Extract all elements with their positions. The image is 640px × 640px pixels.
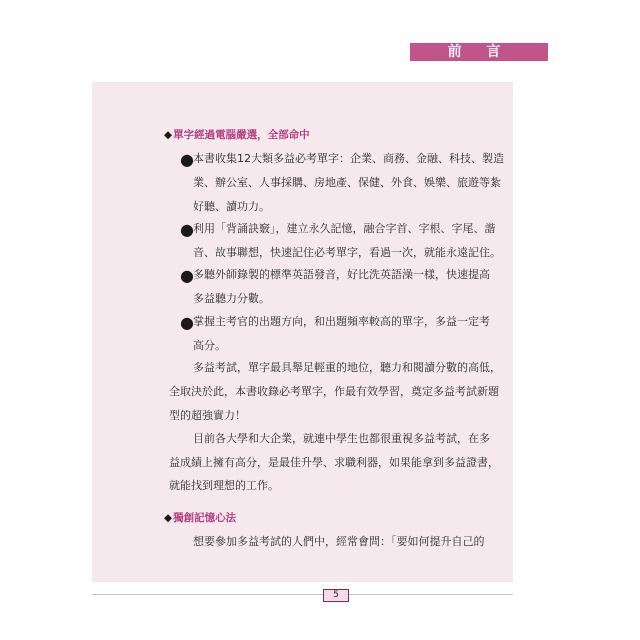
bullet-2-line-2: 音、故事聯想，快速記住必考單字，看過一次，就能永遠記住。: [193, 246, 501, 259]
paragraph-2-line-1: 目前各大學和大企業，就連中學生也都很重視多益考試，在多: [193, 432, 490, 445]
paragraph-1-line-3: 型的超強實力！: [169, 409, 246, 422]
section-heading-2: [164, 510, 236, 525]
footer-rule-left: [92, 594, 323, 595]
chapter-title-tab: 前 言: [410, 43, 548, 61]
paragraph-2-line-2: 益成績上擁有高分，是最佳升學、求職利器，如果能拿到多益證書，: [169, 456, 499, 469]
bullet-4-line-1: 掌握主考官的出題方向，和出題頻率較高的單字，多益一定考: [193, 315, 490, 328]
paragraph-1-line-1: 多益考試，單字最具舉足輕重的地位，聽力和閱讀分數的高低，: [193, 361, 501, 374]
bullet-icon: ●: [180, 313, 194, 332]
bullet-icon: ●: [180, 266, 194, 285]
paragraph-2-line-3: 就能找到理想的工作。: [169, 479, 279, 492]
bullet-2-line-1: 利用「背誦訣竅」，建立永久記憶，融合字首、字根、字尾、諧: [193, 222, 496, 235]
section-heading-1: [164, 127, 310, 142]
page-number: 5: [323, 589, 349, 602]
bullet-3-line-2: 多益聽力分數。: [193, 292, 270, 305]
paragraph-1-line-2: 全取決於此，本書收錄必考單字，作最有效學習，奠定多益考試新題: [169, 385, 499, 398]
bullet-1-line-1: 本書收集12大類多益必考單字：企業、商務、金融、科技、製造: [193, 152, 504, 165]
bullet-4-line-2: 高分。: [193, 339, 226, 352]
diamond-icon: ◆: [164, 512, 173, 524]
section-heading-2-text: 獨創記憶心法: [173, 512, 237, 524]
bullet-icon: ●: [180, 150, 194, 169]
bullet-icon: ●: [180, 220, 194, 239]
bullet-3-line-1: 多聽外師錄製的標準英語發音，好比洗英語澡一樣，快速提高: [193, 268, 490, 281]
section-2-paragraph-line-1: 想要參加多益考試的人們中，經常會問：「要如何提升自己的: [193, 535, 485, 548]
section-heading-1-text: 單字經過電腦嚴選，全部命中: [173, 129, 310, 141]
bullet-1-line-2: 業、辦公室、人事採購、房地產、保健、外食、娛樂、旅遊等紮: [193, 176, 501, 189]
diamond-icon: ◆: [164, 129, 173, 141]
footer-rule-right: [348, 594, 513, 595]
bullet-1-line-3: 好聽、讀功力。: [193, 200, 270, 213]
